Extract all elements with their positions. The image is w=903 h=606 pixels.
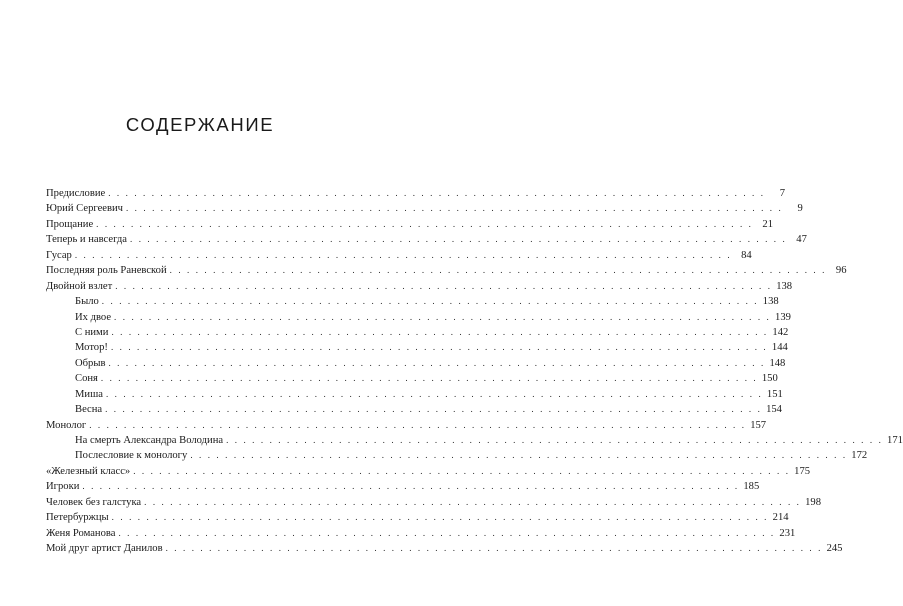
toc-subentry: [46, 294, 779, 309]
toc-page-number: 150: [761, 373, 778, 385]
toc-dot-leader: . . . . . . . . . . . . . . . . . . . . . . . . . . . . . . . . . . . . . . . . . . . . . . . . . . . . . . . . . . . . . . . . . . . . . . . . . . . .: [108, 357, 766, 368]
toc-entry-title: Мой друг артист Данилов: [46, 543, 163, 555]
toc-entry-title: Игроки: [46, 481, 80, 493]
toc-entry-title: Женя Романова: [46, 527, 116, 539]
toc-dot-leader: . . . . . . . . . . . . . . . . . . . . . . . . . . . . . . . . . . . . . . . . . . . . . . . . . . . . . . . . . . . . . . . . . . . . . . . . . . . .: [108, 188, 766, 198]
toc-dot-leader: . . . . . . . . . . . . . . . . . . . . . . . . . . . . . . . . . . . . . . . . . . . . . . . . . . . . . . . . . . . . . . . . . . . . . . . . . . . .: [165, 543, 823, 554]
toc-dot-leader: . . . . . . . . . . . . . . . . . . . . . . . . . . . . . . . . . . . . . . . . . . . . . . . . . . . . . . . . . . . . . . . . . . . . . . . . . . . .: [111, 326, 769, 337]
toc-entry-title: С ними: [75, 326, 109, 338]
toc-subentry: [46, 433, 903, 448]
toc-subentry: [46, 325, 789, 340]
toc-entry: [46, 495, 821, 510]
toc-entry-title: Двойной взлет: [46, 280, 113, 292]
toc-page-number: 231: [779, 527, 796, 539]
toc-entry: [46, 479, 760, 494]
toc-entry-title: Прощание: [46, 218, 94, 230]
toc-entry-title: Петербуржцы: [46, 512, 109, 524]
toc-page-number: 172: [851, 450, 868, 462]
toc-page-number: 139: [775, 311, 791, 323]
page-title: СОДЕРЖАНИЕ: [125, 114, 275, 135]
toc-entry: [46, 201, 803, 216]
toc-entry: [46, 510, 789, 525]
toc-entry-title: Соня: [75, 373, 98, 385]
toc-dot-leader: . . . . . . . . . . . . . . . . . . . . . . . . . . . . . . . . . . . . . . . . . . . . . . . . . . . . . . . . . . . . . . . . . . . . . . . . . . . .: [110, 342, 768, 353]
toc-entry-title: Миша: [75, 388, 103, 400]
toc-page-number: 148: [769, 357, 786, 369]
toc-entry: [46, 418, 767, 433]
toc-page-number: 138: [762, 296, 779, 308]
toc-page-number: 9: [797, 203, 803, 215]
toc-entry-title: Монолог: [46, 419, 87, 431]
toc-page-number: 245: [826, 543, 843, 555]
toc-entry-title: Мотор!: [75, 342, 108, 354]
toc-page-number: 154: [766, 404, 782, 416]
toc-subentry: [46, 371, 778, 386]
toc-dot-leader: . . . . . . . . . . . . . . . . . . . . . . . . . . . . . . . . . . . . . . . . . . . . . . . . . . . . . . . . . . . . . . . . . . . . . . . . . . . .: [111, 512, 769, 523]
toc-dot-leader: . . . . . . . . . . . . . . . . . . . . . . . . . . . . . . . . . . . . . . . . . . . . . . . . . . . . . . . . . . . . . . . . . . . . . . . . . . . .: [133, 465, 791, 476]
toc-page-number: 138: [776, 280, 793, 292]
table-of-contents: [46, 186, 903, 557]
toc-entry-title: Человек без галстука: [46, 496, 142, 508]
toc-page-number: 157: [750, 419, 767, 431]
toc-subentry: [46, 448, 868, 463]
toc-dot-leader: . . . . . . . . . . . . . . . . . . . . . . . . . . . . . . . . . . . . . . . . . . . . . . . . . . . . . . . . . . . . . . . . . . . . . . . . . . . .: [125, 203, 783, 214]
toc-entry-title: Было: [75, 296, 99, 308]
toc-dot-leader: . . . . . . . . . . . . . . . . . . . . . . . . . . . . . . . . . . . . . . . . . . . . . . . . . . . . . . . . . . . . . . . . . . . . . . . . . . . .: [226, 435, 883, 445]
toc-entry: [46, 248, 752, 263]
toc-entry: [46, 232, 807, 247]
toc-dot-leader: . . . . . . . . . . . . . . . . . . . . . . . . . . . . . . . . . . . . . . . . . . . . . . . . . . . . . . . . . . . . . . . . . . . . . . . . . . . .: [190, 450, 848, 461]
toc-dot-leader: . . . . . . . . . . . . . . . . . . . . . . . . . . . . . . . . . . . . . . . . . . . . . . . . . . . . . . . . . . . . . . . . . . . . . . . . . . . .: [82, 481, 740, 492]
toc-page-number: 185: [743, 481, 760, 493]
toc-page-number: 142: [772, 326, 789, 338]
toc-entry-title: Гусар: [46, 249, 72, 261]
toc-dot-leader: . . . . . . . . . . . . . . . . . . . . . . . . . . . . . . . . . . . . . . . . . . . . . . . . . . . . . . . . . . . . . . . . . . . . . . . . . . . .: [100, 373, 758, 384]
toc-dot-leader: . . . . . . . . . . . . . . . . . . . . . . . . . . . . . . . . . . . . . . . . . . . . . . . . . . . . . . . . . . . . . . . . . . . . . . . . . . . .: [130, 234, 787, 245]
toc-dot-leader: . . . . . . . . . . . . . . . . . . . . . . . . . . . . . . . . . . . . . . . . . . . . . . . . . . . . . . . . . . . . . . . . . . . . . . . . . . . .: [105, 404, 762, 415]
toc-page-number: 84: [741, 249, 752, 261]
toc-subentry: [46, 310, 791, 325]
toc-dot-leader: . . . . . . . . . . . . . . . . . . . . . . . . . . . . . . . . . . . . . . . . . . . . . . . . . . . . . . . . . . . . . . . . . . . . . . . . . . . .: [89, 419, 747, 430]
toc-entry-title: Обрыв: [75, 357, 106, 369]
toc-entry-title: Последняя роль Раневской: [46, 265, 167, 277]
toc-subentry: [46, 402, 782, 417]
toc-dot-leader: . . . . . . . . . . . . . . . . . . . . . . . . . . . . . . . . . . . . . . . . . . . . . . . . . . . . . . . . . . . . . . . . . . . . . . . . . . . .: [169, 265, 827, 276]
toc-dot-leader: . . . . . . . . . . . . . . . . . . . . . . . . . . . . . . . . . . . . . . . . . . . . . . . . . . . . . . . . . . . . . . . . . . . . . . . . . . . .: [114, 311, 771, 322]
toc-entry-title: Их двое: [75, 311, 112, 323]
toc-entry: [46, 263, 847, 278]
toc-entry: [46, 541, 843, 556]
toc-page-number: 21: [762, 218, 774, 230]
toc-dot-leader: . . . . . . . . . . . . . . . . . . . . . . . . . . . . . . . . . . . . . . . . . . . . . . . . . . . . . . . . . . . . . . . . . . . . . . . . . . . .: [74, 249, 732, 260]
toc-entry-title: Предисловие: [46, 188, 106, 199]
toc-dot-leader: . . . . . . . . . . . . . . . . . . . . . . . . . . . . . . . . . . . . . . . . . . . . . . . . . . . . . . . . . . . . . . . . . . . . . . . . . . . .: [101, 296, 759, 307]
toc-entry: [46, 217, 774, 232]
toc-subentry: [46, 387, 783, 402]
toc-page-number: 47: [796, 234, 807, 246]
toc-entry-title: «Железный класс»: [46, 465, 131, 477]
toc-dot-leader: . . . . . . . . . . . . . . . . . . . . . . . . . . . . . . . . . . . . . . . . . . . . . . . . . . . . . . . . . . . . . . . . . . . . . . . . . . . .: [118, 527, 776, 538]
toc-page-number: 214: [772, 512, 789, 524]
toc-subentry: [46, 356, 786, 371]
toc-entry-title: Послесловие к монологу: [75, 450, 188, 462]
toc-page-number: 144: [771, 342, 788, 354]
toc-page-number: 171: [887, 435, 903, 446]
toc-dot-leader: . . . . . . . . . . . . . . . . . . . . . . . . . . . . . . . . . . . . . . . . . . . . . . . . . . . . . . . . . . . . . . . . . . . . . . . . . . . .: [96, 218, 754, 229]
toc-dot-leader: . . . . . . . . . . . . . . . . . . . . . . . . . . . . . . . . . . . . . . . . . . . . . . . . . . . . . . . . . . . . . . . . . . . . . . . . . . . .: [144, 496, 801, 507]
toc-dot-leader: . . . . . . . . . . . . . . . . . . . . . . . . . . . . . . . . . . . . . . . . . . . . . . . . . . . . . . . . . . . . . . . . . . . . . . . . . . . .: [105, 388, 763, 399]
toc-page-number: 7: [779, 188, 786, 199]
toc-entry: [46, 186, 786, 201]
toc-entry: [46, 526, 796, 541]
toc-entry-title: Юрий Сергеевич: [46, 203, 123, 215]
toc-entry: [46, 279, 793, 294]
toc-entry-title: На смерть Александра Володина: [75, 435, 224, 446]
toc-entry-title: Теперь и навсегда: [46, 234, 127, 246]
toc-dot-leader: . . . . . . . . . . . . . . . . . . . . . . . . . . . . . . . . . . . . . . . . . . . . . . . . . . . . . . . . . . . . . . . . . . . . . . . . . . . .: [115, 280, 773, 291]
toc-entry: [46, 464, 811, 479]
toc-subentry: [46, 340, 788, 355]
toc-page-number: 151: [766, 388, 783, 400]
toc-page-number: 198: [805, 496, 821, 508]
toc-page-number: 96: [835, 265, 847, 277]
toc-entry-title: Весна: [75, 404, 103, 416]
toc-page-number: 175: [794, 465, 811, 477]
